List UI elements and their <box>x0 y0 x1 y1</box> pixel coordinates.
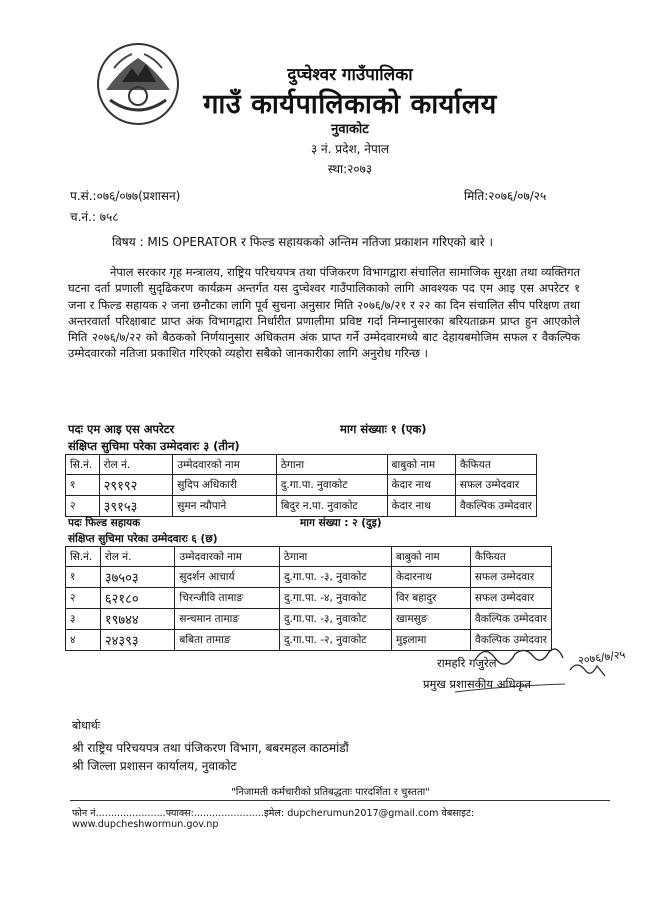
signature-date: २०७६/७/२५ <box>577 647 627 668</box>
cell-father: विर बहादुर <box>392 588 471 609</box>
cell-remark: सफल उम्मेदवार <box>455 475 536 496</box>
letter-date: मिति:२०७६/०७/२५ <box>464 189 547 203</box>
signatory-title: प्रमुख प्रशासकीय अधिकृत <box>423 677 531 691</box>
header-cell: रोल नं. <box>100 547 175 567</box>
results-table-field-assistant <box>65 546 552 651</box>
cc-heading: बोधार्थः <box>72 719 100 732</box>
cell-address: दु.गा.पा. -३, नुवाकोट <box>279 567 391 588</box>
cell-roll: ३९१५३ <box>99 496 173 517</box>
section1-shortlist: संक्षिप्त सुचिमा परेका उम्मेदवारः ३ (तीन) <box>68 439 240 453</box>
handwritten-signature <box>445 640 625 702</box>
header-cell: कैफियत <box>455 455 536 475</box>
letter-subject: विषय : MIS OPERATOR र फिल्ड सहायकको अन्तिम नतिजा प्रकाशन गरिएको बारे । <box>112 235 494 249</box>
header-cell: बाबुको नाम <box>387 455 455 475</box>
cell-sn: ४ <box>66 630 101 651</box>
cell-remark: सफल उम्मेदवार <box>470 567 551 588</box>
cell-roll: ६२१८० <box>100 588 175 609</box>
header-cell: ठेगाना <box>279 547 391 567</box>
cell-father: खामसुङ <box>392 609 471 630</box>
cell-roll: ३७५०३ <box>100 567 175 588</box>
table-row <box>66 609 552 630</box>
section1-demand: माग संख्याः १ (एक) <box>340 422 427 436</box>
cell-sn: १ <box>66 475 100 496</box>
cc-item: श्री राष्ट्रिय परिचयपत्र तथा पंजिकरण विभाग, बबरमहल काठमांडौं <box>72 741 349 755</box>
dispatch-number: च.नं.: ७५८ <box>70 210 119 224</box>
header-cell: सि.नं. <box>66 547 101 567</box>
cell-name: सन्चमान तामाङ <box>175 609 280 630</box>
header-cell: कैफियत <box>470 547 551 567</box>
cell-sn: २ <box>66 588 101 609</box>
cell-father: मुइलामा <box>392 630 471 651</box>
cell-roll: २९१९२ <box>99 475 173 496</box>
cell-sn: ३ <box>66 609 101 630</box>
cell-sn: १ <box>66 567 101 588</box>
cell-roll: १९७४४ <box>100 609 175 630</box>
office-province: ३ नं. प्रदेश, नेपाल <box>310 142 390 156</box>
section1-post: पदः एम आइ एस अपरेटर <box>68 422 175 436</box>
results-table-mis-operator <box>65 454 537 517</box>
cell-address: दु.गा.पा. -४, नुवाकोट <box>279 588 391 609</box>
table-row <box>66 496 537 517</box>
cell-address: दु.गा.पा. -२, नुवाकोट <box>279 630 391 651</box>
table-row <box>66 475 537 496</box>
section2-post: पदः फिल्ड सहायक <box>68 517 141 529</box>
header-cell: उम्मेदवारको नाम <box>173 455 277 475</box>
cell-name: सुदर्शन आचार्य <box>175 567 280 588</box>
table-header-row <box>66 547 552 567</box>
footer-contact: फोन नं.......................फ्याक्स:.......................इमेल: dupcherumun2017@gmail.com वेबसाइट: www.dupcheshwormun.gov.np <box>72 808 475 830</box>
cell-remark: सफल उम्मेदवार <box>470 588 551 609</box>
cell-name: चिरन्जीवि तामाङ <box>175 588 280 609</box>
header-cell: उम्मेदवारको नाम <box>175 547 280 567</box>
header-cell: रोल नं. <box>99 455 173 475</box>
reference-number: प.सं.:०७६/०७७(प्रशासन) <box>70 189 181 203</box>
office-title: गाउँ कार्यपालिकाको कार्यालय <box>203 89 497 120</box>
cell-address: बिदुर न.पा. नुवाकोट <box>276 496 387 517</box>
municipality-name: दुप्चेश्वर गाउँपालिका <box>287 65 413 85</box>
header-cell: सि.नं. <box>66 455 100 475</box>
office-place: नुवाकोट <box>331 122 369 137</box>
cell-remark: वैकल्पिक उम्मेदवार <box>455 496 536 517</box>
cell-sn: २ <box>66 496 100 517</box>
header-cell: ठेगाना <box>276 455 387 475</box>
signatory-name: रामहरि गजुरेल <box>437 656 497 670</box>
cell-father: केदारनाथ <box>392 567 471 588</box>
table-row <box>66 588 552 609</box>
cell-address: दु.गा.पा. नुवाकोट <box>276 475 387 496</box>
cell-father: केदार नाथ <box>387 475 455 496</box>
table-row <box>66 567 552 588</box>
cell-remark: वैकल्पिक उम्मेदवार <box>470 609 551 630</box>
section2-shortlist: संक्षिप्त सुचिमा परेका उम्मेदवारः ६ (छ) <box>68 533 218 545</box>
footer-divider <box>70 800 610 801</box>
header-cell: बाबुको नाम <box>392 547 471 567</box>
letter-body: नेपाल सरकार गृह मन्त्रालय, राष्ट्रिय परिचयपत्र तथा पंजिकरण विभागद्वारा संचालित सामाजिक सुरक्षा तथा व्यक्तिगत घटना दर्ता प्रणाली सुदृढिकरण कार्यक्रम अन्तर्गत यस दुप्चेश्वर गाउँपालिकाको लागि आवश्यक पद एम आइ एस अपरेटर १ जना र फिल्ड सहायक २ जना छनौटका लागि पूर्व सुचना अनुसार मिति २०७६/७/२१ र २२ का दिन संचालित सीप परिक्षण तथा अन्तरवार्ता परिक्षाबाट प्राप्त अंक विभागद्वारा निर्धारीत प्रणालीमा प्रविष्ट गर्दा निम्नानुसारका बरियताक्रम प्राप्त हुन आएकोले मिति २०७६/७/२२ को बैठकको निर्णयानुसार अधिकतम अंक प्राप्त गर्ने उम्मेदवारमध्ये बाट देहायबमोजिम सफल र वैकल्पिक उम्मेदवारको नतिजा प्रकाशित गरिएको व्यहोरा सबैको जानकारीका लागि अनुरोध गरिन्छ । <box>68 265 580 361</box>
footer-motto: "निजामती कर्मचारीको प्रतिबद्धताः पारदर्शिता र चुस्तता" <box>231 787 430 798</box>
cell-father: केदार नाथ <box>387 496 455 517</box>
cell-name: सुमन न्यौपाने <box>173 496 277 517</box>
cell-roll: २४३९३ <box>100 630 175 651</box>
section2-demand: माग संख्या : २ (दुइ) <box>300 517 382 529</box>
cell-name: सुदिप अधिकारी <box>173 475 277 496</box>
cell-remark: वैकल्पिक उम्मेदवार <box>470 630 551 651</box>
cc-item: श्री जिल्ला प्रशासन कार्यालय, नुवाकोट <box>72 759 237 773</box>
cell-address: दु.गा.पा. -३, नुवाकोट <box>279 609 391 630</box>
office-established: स्था:२०७३ <box>327 162 373 176</box>
table-header-row <box>66 455 537 475</box>
cell-name: बबिता तामाङ <box>175 630 280 651</box>
